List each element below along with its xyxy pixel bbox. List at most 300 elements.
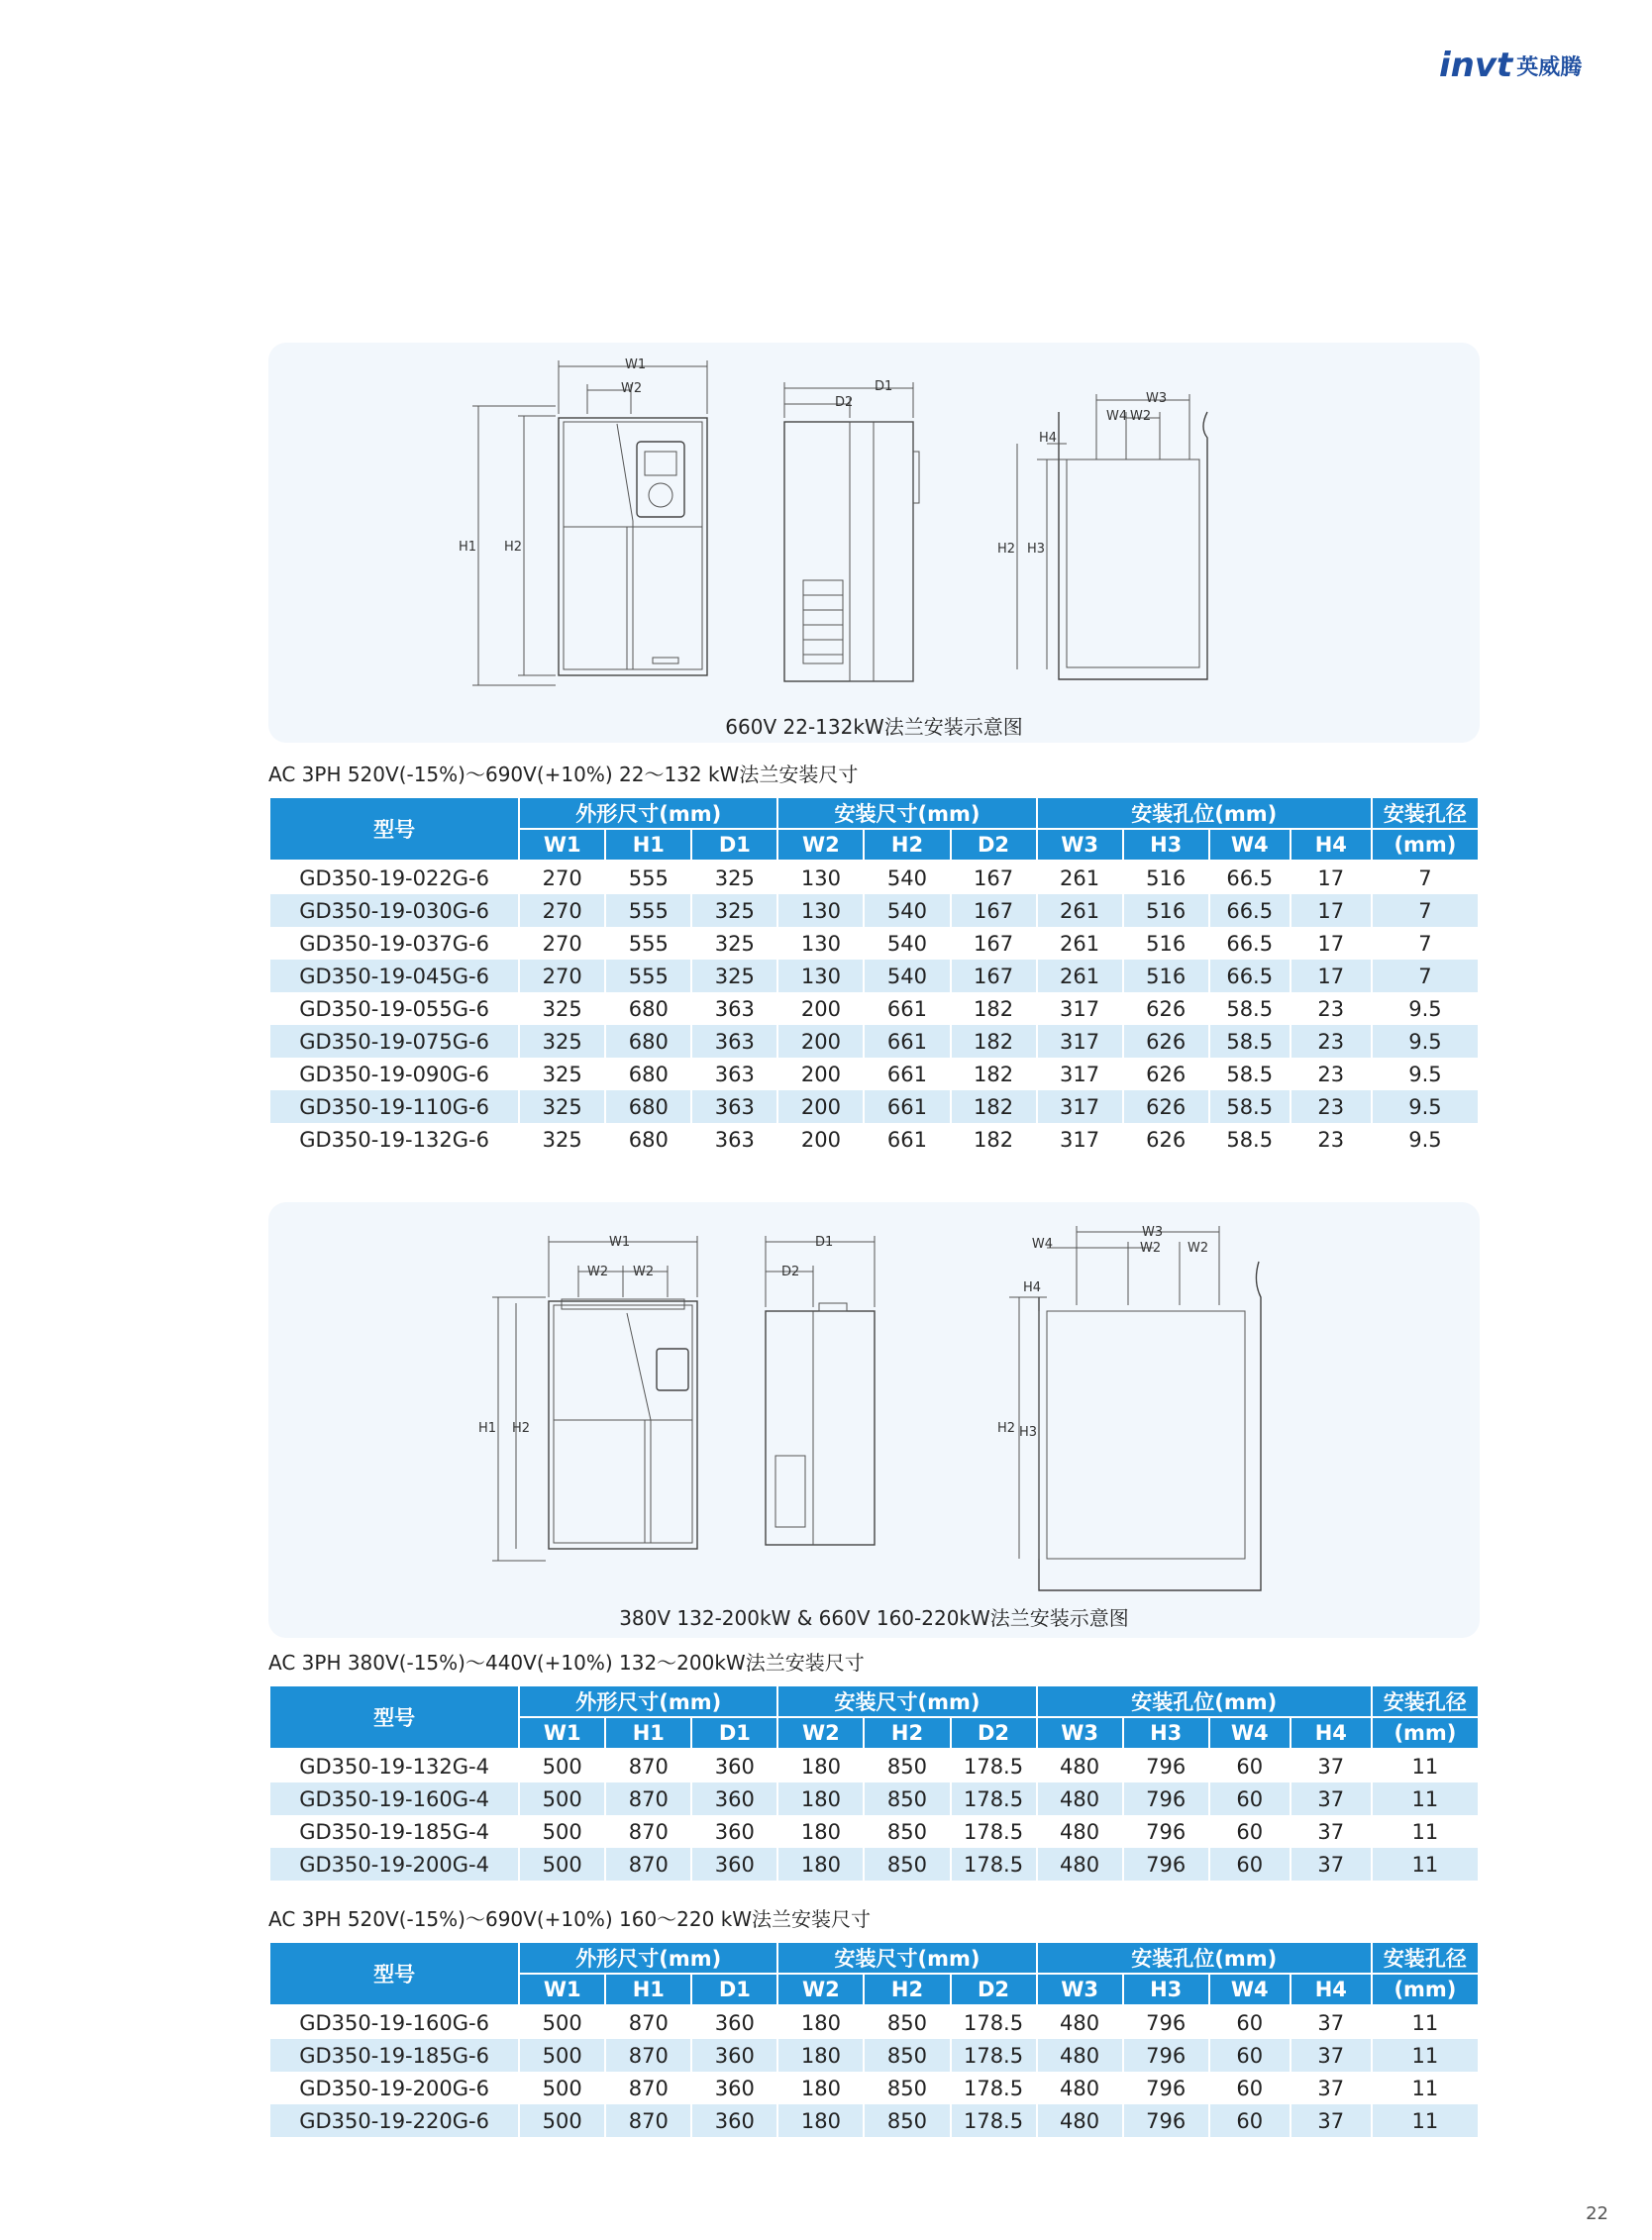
dim-h1-label-2: H1 — [477, 1421, 496, 1436]
table-row — [269, 894, 1479, 927]
value-cell: 17 — [1291, 861, 1372, 894]
value-cell: 500 — [519, 1815, 605, 1848]
value-cell: 661 — [864, 1123, 950, 1156]
col-w4: W4 — [1209, 1717, 1291, 1749]
value-cell: 11 — [1372, 2104, 1479, 2137]
dim-w4-label-2: W4 — [1031, 1237, 1053, 1252]
value-cell: 200 — [777, 1058, 864, 1090]
value-cell: 7 — [1372, 861, 1479, 894]
value-cell: 325 — [691, 960, 777, 992]
dim-h2-label-2: H2 — [511, 1421, 530, 1436]
model-cell: GD350-19-022G-6 — [269, 861, 519, 894]
value-cell: 17 — [1291, 960, 1372, 992]
dim-h3-label-2: H3 — [1018, 1425, 1037, 1440]
value-cell: 37 — [1291, 1782, 1372, 1815]
value-cell: 7 — [1372, 960, 1479, 992]
value-cell: 480 — [1037, 1782, 1123, 1815]
value-cell: 317 — [1037, 1025, 1123, 1058]
value-cell: 9.5 — [1372, 1123, 1479, 1156]
value-cell: 17 — [1291, 894, 1372, 927]
col-h4: H4 — [1291, 1974, 1372, 2005]
value-cell: 363 — [691, 1123, 777, 1156]
value-cell: 270 — [519, 861, 605, 894]
dim-w2-label-cut: W2 — [1130, 409, 1152, 424]
model-cell: GD350-19-200G-4 — [269, 1848, 519, 1881]
value-cell: 870 — [605, 1815, 691, 1848]
value-cell: 870 — [605, 2072, 691, 2104]
value-cell: 516 — [1123, 861, 1209, 894]
col-d1: D1 — [691, 829, 777, 861]
value-cell: 500 — [519, 1848, 605, 1881]
value-cell: 178.5 — [951, 2072, 1037, 2104]
flange-cutout-view — [997, 391, 1207, 679]
value-cell: 317 — [1037, 1058, 1123, 1090]
front-view — [459, 357, 707, 685]
col-d2: D2 — [951, 1717, 1037, 1749]
value-cell: 850 — [864, 1815, 950, 1848]
value-cell: 363 — [691, 1058, 777, 1090]
value-cell: 317 — [1037, 1123, 1123, 1156]
value-cell: 796 — [1123, 2005, 1209, 2039]
value-cell: 261 — [1037, 927, 1123, 960]
col-h1: H1 — [605, 1974, 691, 2005]
value-cell: 516 — [1123, 894, 1209, 927]
table-row — [269, 1848, 1479, 1881]
value-cell: 360 — [691, 2072, 777, 2104]
dim-w2-label-2a: W2 — [587, 1265, 609, 1279]
table-row — [269, 2005, 1479, 2039]
value-cell: 325 — [691, 894, 777, 927]
col-h2: H2 — [864, 1717, 950, 1749]
col-w4: W4 — [1209, 1974, 1291, 2005]
header-install: 安装尺寸(mm) — [777, 797, 1036, 829]
value-cell: 180 — [777, 1848, 864, 1881]
dim-w1-label: W1 — [625, 357, 647, 372]
header-model: 型号 — [269, 1685, 519, 1749]
value-cell: 37 — [1291, 2104, 1372, 2137]
value-cell: 9.5 — [1372, 1058, 1479, 1090]
table-row — [269, 1123, 1479, 1156]
dim-h1-label: H1 — [458, 540, 476, 555]
value-cell: 182 — [951, 1025, 1037, 1058]
value-cell: 796 — [1123, 2072, 1209, 2104]
value-cell: 680 — [605, 1123, 691, 1156]
brand-name: invt — [1439, 46, 1513, 85]
value-cell: 363 — [691, 1090, 777, 1123]
value-cell: 60 — [1209, 2039, 1291, 2072]
value-cell: 11 — [1372, 1749, 1479, 1782]
value-cell: 37 — [1291, 1749, 1372, 1782]
value-cell: 360 — [691, 1782, 777, 1815]
value-cell: 270 — [519, 960, 605, 992]
value-cell: 167 — [951, 894, 1037, 927]
value-cell: 11 — [1372, 1815, 1479, 1848]
value-cell: 325 — [691, 861, 777, 894]
header-holes: 安装孔位(mm) — [1037, 1685, 1372, 1717]
value-cell: 480 — [1037, 1848, 1123, 1881]
value-cell: 23 — [1291, 1123, 1372, 1156]
value-cell: 325 — [519, 1058, 605, 1090]
col-w1: W1 — [519, 1717, 605, 1749]
model-cell: GD350-19-110G-6 — [269, 1090, 519, 1123]
table1-spec — [268, 796, 1480, 1156]
value-cell: 360 — [691, 1848, 777, 1881]
col-h2: H2 — [864, 829, 950, 861]
table3-spec — [268, 1941, 1480, 2137]
col-d2: D2 — [951, 829, 1037, 861]
flange-install-drawing-2 — [268, 1202, 1480, 1638]
value-cell: 178.5 — [951, 1782, 1037, 1815]
value-cell: 480 — [1037, 2039, 1123, 2072]
col-h4: H4 — [1291, 1717, 1372, 1749]
value-cell: 130 — [777, 960, 864, 992]
value-cell: 555 — [605, 894, 691, 927]
header-outline: 外形尺寸(mm) — [519, 1685, 777, 1717]
model-cell: GD350-19-132G-6 — [269, 1123, 519, 1156]
value-cell: 66.5 — [1209, 927, 1291, 960]
value-cell: 500 — [519, 1749, 605, 1782]
table-row — [269, 1090, 1479, 1123]
value-cell: 360 — [691, 2039, 777, 2072]
value-cell: 540 — [864, 861, 950, 894]
diagram2-caption: 380V 132-200kW & 660V 160-220kW法兰安装示意图 — [619, 1606, 1129, 1630]
value-cell: 200 — [777, 1090, 864, 1123]
dim-h2-label: H2 — [503, 540, 522, 555]
value-cell: 7 — [1372, 927, 1479, 960]
table-row — [269, 992, 1479, 1025]
value-cell: 7 — [1372, 894, 1479, 927]
value-cell: 480 — [1037, 2072, 1123, 2104]
value-cell: 540 — [864, 927, 950, 960]
value-cell: 270 — [519, 894, 605, 927]
header-model: 型号 — [269, 797, 519, 861]
value-cell: 178.5 — [951, 2005, 1037, 2039]
value-cell: 180 — [777, 2104, 864, 2137]
value-cell: 130 — [777, 927, 864, 960]
value-cell: 23 — [1291, 992, 1372, 1025]
dim-h4-label-2: H4 — [1023, 1280, 1042, 1295]
header-diameter: 安装孔径 — [1372, 1685, 1479, 1717]
header-model: 型号 — [269, 1942, 519, 2005]
col-h4: H4 — [1291, 829, 1372, 861]
value-cell: 680 — [605, 992, 691, 1025]
value-cell: 60 — [1209, 1815, 1291, 1848]
value-cell: 480 — [1037, 1815, 1123, 1848]
value-cell: 850 — [864, 2039, 950, 2072]
col-w3: W3 — [1037, 829, 1123, 861]
value-cell: 37 — [1291, 2005, 1372, 2039]
value-cell: 58.5 — [1209, 1123, 1291, 1156]
value-cell: 11 — [1372, 1782, 1479, 1815]
model-cell: GD350-19-200G-6 — [269, 2072, 519, 2104]
brand-logo — [1439, 46, 1582, 85]
model-cell: GD350-19-090G-6 — [269, 1058, 519, 1090]
value-cell: 9.5 — [1372, 1090, 1479, 1123]
value-cell: 626 — [1123, 1058, 1209, 1090]
col-h1: H1 — [605, 1717, 691, 1749]
value-cell: 180 — [777, 2072, 864, 2104]
value-cell: 178.5 — [951, 2104, 1037, 2137]
value-cell: 23 — [1291, 1090, 1372, 1123]
value-cell: 11 — [1372, 1848, 1479, 1881]
model-cell: GD350-19-037G-6 — [269, 927, 519, 960]
value-cell: 11 — [1372, 2005, 1479, 2039]
value-cell: 60 — [1209, 2005, 1291, 2039]
value-cell: 360 — [691, 2005, 777, 2039]
value-cell: 661 — [864, 1058, 950, 1090]
flange-install-drawing-1 — [268, 343, 1480, 743]
value-cell: 37 — [1291, 1848, 1372, 1881]
table2-spec — [268, 1684, 1480, 1881]
value-cell: 680 — [605, 1058, 691, 1090]
table-row — [269, 1058, 1479, 1090]
value-cell: 9.5 — [1372, 992, 1479, 1025]
header-outline: 外形尺寸(mm) — [519, 1942, 777, 1974]
table-row — [269, 2104, 1479, 2137]
value-cell: 363 — [691, 1025, 777, 1058]
dim-w2-label-2c: W2 — [1140, 1241, 1162, 1256]
header-install: 安装尺寸(mm) — [777, 1685, 1036, 1717]
value-cell: 167 — [951, 960, 1037, 992]
col-d2: D2 — [951, 1974, 1037, 2005]
value-cell: 661 — [864, 992, 950, 1025]
model-cell: GD350-19-030G-6 — [269, 894, 519, 927]
value-cell: 360 — [691, 2104, 777, 2137]
value-cell: 850 — [864, 2072, 950, 2104]
col-h2: H2 — [864, 1974, 950, 2005]
value-cell: 200 — [777, 992, 864, 1025]
value-cell: 182 — [951, 1090, 1037, 1123]
value-cell: 9.5 — [1372, 1025, 1479, 1058]
flange-cutout-view-2 — [997, 1225, 1261, 1590]
col-h3: H3 — [1123, 829, 1209, 861]
table-row — [269, 1025, 1479, 1058]
value-cell: 317 — [1037, 992, 1123, 1025]
model-cell: GD350-19-185G-4 — [269, 1815, 519, 1848]
value-cell: 325 — [519, 1090, 605, 1123]
value-cell: 500 — [519, 1782, 605, 1815]
value-cell: 680 — [605, 1090, 691, 1123]
value-cell: 516 — [1123, 960, 1209, 992]
dim-h2-label-cut: H2 — [996, 542, 1015, 557]
value-cell: 480 — [1037, 2005, 1123, 2039]
value-cell: 363 — [691, 992, 777, 1025]
col-w3: W3 — [1037, 1717, 1123, 1749]
model-cell: GD350-19-045G-6 — [269, 960, 519, 992]
value-cell: 178.5 — [951, 1749, 1037, 1782]
value-cell: 180 — [777, 1782, 864, 1815]
value-cell: 850 — [864, 1848, 950, 1881]
table-row — [269, 1815, 1479, 1848]
table-row — [269, 1782, 1479, 1815]
value-cell: 58.5 — [1209, 1025, 1291, 1058]
table-row — [269, 861, 1479, 894]
value-cell: 66.5 — [1209, 861, 1291, 894]
value-cell: 796 — [1123, 2104, 1209, 2137]
dim-h2-label-cut-2: H2 — [996, 1421, 1015, 1436]
value-cell: 796 — [1123, 2039, 1209, 2072]
col-w2: W2 — [777, 829, 864, 861]
value-cell: 182 — [951, 1123, 1037, 1156]
value-cell: 178.5 — [951, 1848, 1037, 1881]
value-cell: 167 — [951, 927, 1037, 960]
value-cell: 58.5 — [1209, 992, 1291, 1025]
col-diameter-unit: (mm) — [1372, 1974, 1479, 2005]
dim-h4-label: H4 — [1039, 431, 1058, 446]
value-cell: 870 — [605, 1848, 691, 1881]
value-cell: 200 — [777, 1025, 864, 1058]
value-cell: 23 — [1291, 1058, 1372, 1090]
value-cell: 130 — [777, 894, 864, 927]
value-cell: 261 — [1037, 894, 1123, 927]
col-w1: W1 — [519, 1974, 605, 2005]
value-cell: 180 — [777, 2039, 864, 2072]
col-w2: W2 — [777, 1974, 864, 2005]
value-cell: 500 — [519, 2005, 605, 2039]
dim-w1-label-2: W1 — [609, 1235, 631, 1250]
header-diameter: 安装孔径 — [1372, 1942, 1479, 1974]
value-cell: 796 — [1123, 1815, 1209, 1848]
col-w4: W4 — [1209, 829, 1291, 861]
value-cell: 870 — [605, 1749, 691, 1782]
dim-w3-label-2: W3 — [1142, 1225, 1164, 1240]
value-cell: 555 — [605, 861, 691, 894]
value-cell: 58.5 — [1209, 1090, 1291, 1123]
dim-w4-label: W4 — [1106, 409, 1128, 424]
value-cell: 180 — [777, 2005, 864, 2039]
value-cell: 180 — [777, 1749, 864, 1782]
value-cell: 325 — [519, 992, 605, 1025]
value-cell: 37 — [1291, 2039, 1372, 2072]
value-cell: 540 — [864, 960, 950, 992]
value-cell: 37 — [1291, 2072, 1372, 2104]
value-cell: 270 — [519, 927, 605, 960]
value-cell: 480 — [1037, 2104, 1123, 2137]
diagram-380v-660v-flange — [268, 1202, 1480, 1638]
model-cell: GD350-19-185G-6 — [269, 2039, 519, 2072]
side-view-2 — [766, 1235, 875, 1545]
dim-d2-label-2: D2 — [781, 1265, 800, 1279]
col-d1: D1 — [691, 1717, 777, 1749]
value-cell: 60 — [1209, 2072, 1291, 2104]
table-row — [269, 927, 1479, 960]
value-cell: 178.5 — [951, 2039, 1037, 2072]
dim-h3-label: H3 — [1026, 542, 1045, 557]
value-cell: 60 — [1209, 2104, 1291, 2137]
value-cell: 850 — [864, 2104, 950, 2137]
value-cell: 360 — [691, 1815, 777, 1848]
value-cell: 480 — [1037, 1749, 1123, 1782]
value-cell: 555 — [605, 927, 691, 960]
value-cell: 60 — [1209, 1848, 1291, 1881]
value-cell: 850 — [864, 1749, 950, 1782]
col-h1: H1 — [605, 829, 691, 861]
diagram1-caption: 660V 22-132kW法兰安装示意图 — [725, 715, 1023, 739]
table-row — [269, 2072, 1479, 2104]
table-row — [269, 960, 1479, 992]
value-cell: 870 — [605, 2005, 691, 2039]
value-cell: 37 — [1291, 1815, 1372, 1848]
diagram-660v-22-132kw — [268, 343, 1480, 743]
model-cell: GD350-19-160G-6 — [269, 2005, 519, 2039]
model-cell: GD350-19-075G-6 — [269, 1025, 519, 1058]
col-diameter-unit: (mm) — [1372, 1717, 1479, 1749]
value-cell: 317 — [1037, 1090, 1123, 1123]
page-number: 22 — [1586, 2203, 1608, 2224]
value-cell: 626 — [1123, 1025, 1209, 1058]
value-cell: 66.5 — [1209, 960, 1291, 992]
value-cell: 870 — [605, 2104, 691, 2137]
dim-w2-label-2b: W2 — [633, 1265, 655, 1279]
col-w2: W2 — [777, 1717, 864, 1749]
value-cell: 182 — [951, 992, 1037, 1025]
value-cell: 11 — [1372, 2039, 1479, 2072]
value-cell: 626 — [1123, 1090, 1209, 1123]
col-h3: H3 — [1123, 1717, 1209, 1749]
value-cell: 66.5 — [1209, 894, 1291, 927]
table3-title: AC 3PH 520V(-15%)～690V(+10%) 160～220 kW法兰安装尺寸 — [268, 1907, 872, 1931]
value-cell: 58.5 — [1209, 1058, 1291, 1090]
value-cell: 180 — [777, 1815, 864, 1848]
model-cell: GD350-19-132G-4 — [269, 1749, 519, 1782]
front-view-2 — [478, 1235, 697, 1561]
value-cell: 626 — [1123, 1123, 1209, 1156]
value-cell: 870 — [605, 1782, 691, 1815]
header-holes: 安装孔位(mm) — [1037, 797, 1372, 829]
dim-d1-label: D1 — [875, 379, 893, 394]
value-cell: 500 — [519, 2104, 605, 2137]
value-cell: 11 — [1372, 2072, 1479, 2104]
value-cell: 182 — [951, 1058, 1037, 1090]
col-diameter-unit: (mm) — [1372, 829, 1479, 861]
value-cell: 325 — [691, 927, 777, 960]
value-cell: 626 — [1123, 992, 1209, 1025]
side-view — [784, 379, 919, 681]
value-cell: 167 — [951, 861, 1037, 894]
dim-w3-label: W3 — [1146, 391, 1168, 406]
model-cell: GD350-19-160G-4 — [269, 1782, 519, 1815]
value-cell: 870 — [605, 2039, 691, 2072]
value-cell: 850 — [864, 1782, 950, 1815]
model-cell: GD350-19-220G-6 — [269, 2104, 519, 2137]
value-cell: 360 — [691, 1749, 777, 1782]
col-w3: W3 — [1037, 1974, 1123, 2005]
value-cell: 17 — [1291, 927, 1372, 960]
dim-w2-label: W2 — [621, 381, 643, 396]
header-diameter: 安装孔径 — [1372, 797, 1479, 829]
value-cell: 261 — [1037, 861, 1123, 894]
value-cell: 60 — [1209, 1782, 1291, 1815]
value-cell: 325 — [519, 1123, 605, 1156]
value-cell: 796 — [1123, 1782, 1209, 1815]
value-cell: 500 — [519, 2072, 605, 2104]
value-cell: 555 — [605, 960, 691, 992]
table-row — [269, 2039, 1479, 2072]
col-w1: W1 — [519, 829, 605, 861]
value-cell: 261 — [1037, 960, 1123, 992]
value-cell: 200 — [777, 1123, 864, 1156]
value-cell: 796 — [1123, 1749, 1209, 1782]
value-cell: 60 — [1209, 1749, 1291, 1782]
col-h3: H3 — [1123, 1974, 1209, 2005]
header-install: 安装尺寸(mm) — [777, 1942, 1036, 1974]
value-cell: 661 — [864, 1090, 950, 1123]
header-outline: 外形尺寸(mm) — [519, 797, 777, 829]
header-holes: 安装孔位(mm) — [1037, 1942, 1372, 1974]
brand-name-cn: 英威腾 — [1516, 54, 1583, 80]
table-row — [269, 1749, 1479, 1782]
value-cell: 850 — [864, 2005, 950, 2039]
